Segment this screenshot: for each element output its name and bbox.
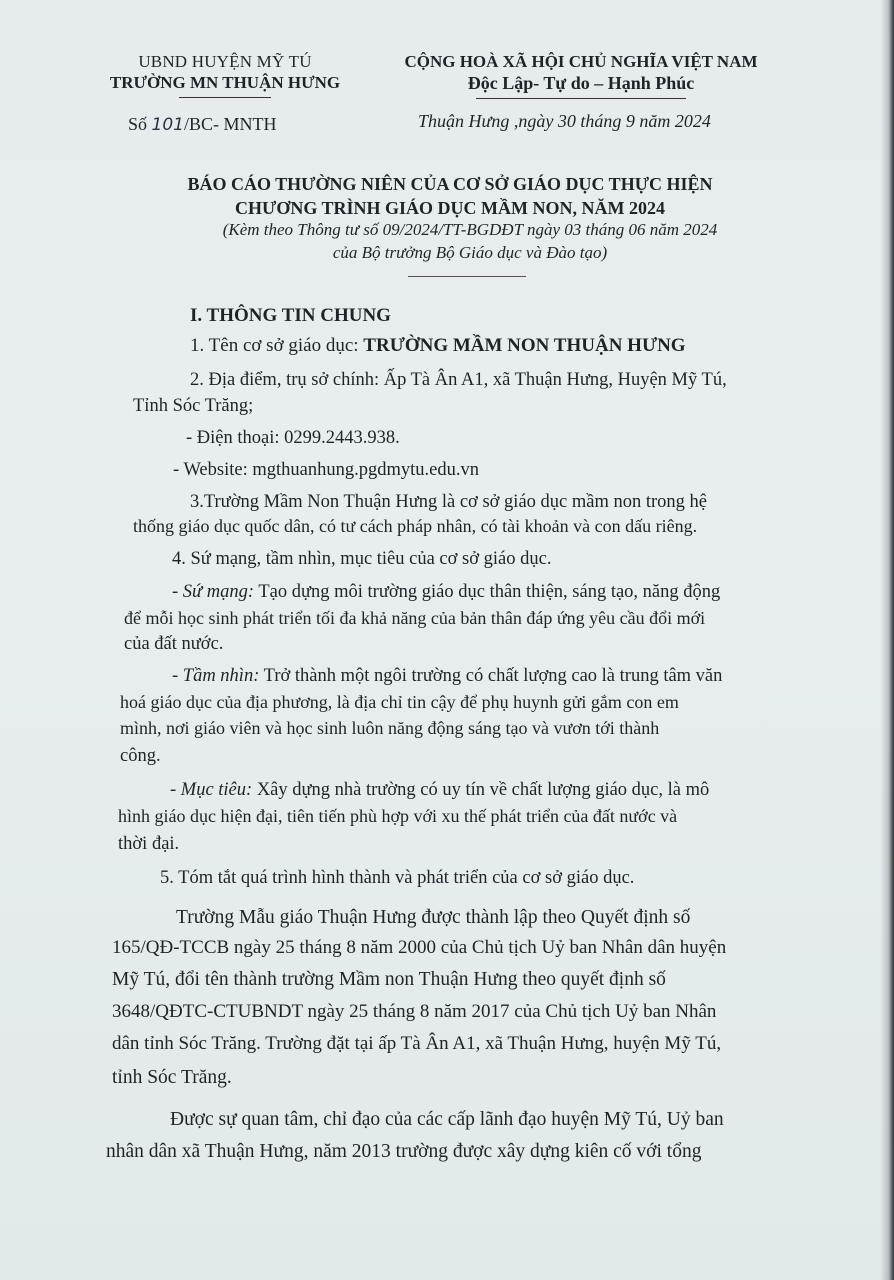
doc-number-handwritten: 101	[151, 115, 184, 135]
vision-line4: công.	[120, 746, 161, 766]
item3-line1: 3.Trường Mầm Non Thuận Hưng là cơ sở giáo dục mầm non trong hệ	[190, 492, 707, 512]
item1-value: TRƯỜNG MẦM NON THUẬN HƯNG	[363, 335, 686, 356]
issuing-authority-block	[80, 52, 370, 98]
doc-number-suffix: /BC- MNTH	[183, 114, 277, 134]
report-subtitle-line1: (Kèm theo Thông tư số 09/2024/TT-BGDĐT ngày 03 tháng 06 năm 2024	[222, 220, 718, 239]
goal-line1	[170, 778, 894, 802]
vision-line2: hoá giáo dục của địa phương, là địa chỉ tin cậy để phụ huynh gửi gắm con em	[120, 692, 679, 712]
item4-line: 4. Sứ mạng, tầm nhìn, mục tiêu của cơ sở giáo dục.	[172, 549, 552, 569]
history-line5: dân tỉnh Sóc Trăng. Trường đặt tại ấp Tà Ân A1, xã Thuận Hưng, huyện Mỹ Tú,	[112, 1033, 722, 1054]
report-title-line2: CHƯƠNG TRÌNH GIÁO DỤC MẦM NON, NĂM 2024	[235, 198, 665, 218]
report-subtitle	[100, 218, 840, 264]
item1-label: 1. Tên cơ sở giáo dục:	[190, 335, 364, 356]
phone-line: - Điện thoại: 0299.2443.938.	[186, 428, 400, 448]
support-line2: nhân dân xã Thuận Hưng, năm 2013 trường được xây dựng kiên cố với tổng	[106, 1141, 702, 1162]
report-title-line1: BÁO CÁO THƯỜNG NIÊN CỦA CƠ SỞ GIÁO DỤC THỰC HIỆN	[187, 174, 713, 194]
subtitle-divider	[408, 276, 526, 277]
history-line4: 3648/QĐTC-CTUBNDT ngày 25 tháng 8 năm 2017 của Chủ tịch Uỷ ban Nhân	[112, 1001, 717, 1022]
mission-line3: của đất nước.	[124, 634, 224, 654]
report-title	[100, 172, 800, 220]
item1-institution-name	[190, 334, 894, 358]
section-heading: I. THÔNG TIN CHUNG	[190, 305, 391, 326]
item5-line: 5. Tóm tắt quá trình hình thành và phát triển của cơ sở giáo dục.	[160, 868, 635, 888]
website-line: - Website: mgthuanhung.pgdmytu.edu.vn	[173, 460, 479, 480]
mission-line1	[172, 580, 894, 604]
national-motto-block	[380, 52, 782, 99]
vision-text: Trở thành một ngôi trường có chất lượng cao là trung tâm văn	[259, 666, 723, 686]
history-line1: Trường Mẫu giáo Thuận Hưng được thành lập theo Quyết định số	[176, 907, 691, 928]
national-motto: Độc Lập- Tự do – Hạnh Phúc	[467, 73, 695, 93]
doc-number-prefix: Số	[128, 114, 152, 134]
place-and-date: Thuận Hưng ,ngày 30 tháng 9 năm 2024	[418, 111, 711, 131]
goal-text: Xây dựng nhà trường có uy tín về chất lượng giáo dục, là mô	[252, 780, 710, 800]
country-name: CỘNG HOÀ XÃ HỘI CHỦ NGHĨA VIỆT NAM	[404, 52, 758, 71]
page-edge-shadow	[880, 0, 894, 1280]
vision-line1	[172, 664, 894, 688]
district-committee-name: UBND HUYỆN MỸ TÚ	[138, 52, 312, 71]
history-line3: Mỹ Tú, đổi tên thành trường Mầm non Thuận Hưng theo quyết định số	[112, 969, 666, 990]
goal-line2: hình giáo dục hiện đại, tiên tiến phù hợp với xu thế phát triển của đất nước và	[118, 806, 678, 826]
vision-line3: mình, nơi giáo viên và học sinh luôn năng động sáng tạo và vươn tới thành	[120, 718, 660, 738]
school-name-header: TRƯỜNG MN THUẬN HƯNG	[109, 73, 341, 92]
document-number	[128, 114, 276, 135]
report-subtitle-line2: của Bộ trưởng Bộ Giáo dục và Đào tạo)	[332, 243, 608, 262]
history-line2: 165/QĐ-TCCB ngày 25 tháng 8 năm 2000 của Chủ tịch Uỷ ban Nhân dân huyện	[112, 937, 727, 958]
mission-label: - Sứ mạng:	[172, 582, 255, 602]
mission-line2: để mỗi học sinh phát triển tối đa khả năng của bản thân đáp ứng yêu cầu đổi mới	[124, 608, 706, 628]
history-line6: tỉnh Sóc Trăng.	[112, 1067, 232, 1088]
item3-line2: thống giáo dục quốc dân, có tư cách pháp nhân, có tài khoản và con dấu riêng.	[133, 516, 698, 536]
goal-label: - Mục tiêu:	[170, 780, 253, 800]
item2-address-line1: 2. Địa điểm, trụ sở chính: Ấp Tà Ân A1, xã Thuận Hưng, Huyện Mỹ Tú,	[190, 370, 727, 390]
support-line1: Được sự quan tâm, chỉ đạo của các cấp lãnh đạo huyện Mỹ Tú, Uỷ ban	[170, 1109, 724, 1130]
goal-line3: thời đại.	[118, 834, 180, 854]
vision-label: - Tầm nhìn:	[172, 666, 260, 686]
mission-text: Tạo dựng môi trường giáo dục thân thiện, sáng tạo, năng động	[254, 582, 721, 602]
item2-address-line2: Tỉnh Sóc Trăng;	[133, 396, 254, 416]
header-left-underline	[179, 97, 271, 98]
header-right-underline	[476, 98, 686, 99]
